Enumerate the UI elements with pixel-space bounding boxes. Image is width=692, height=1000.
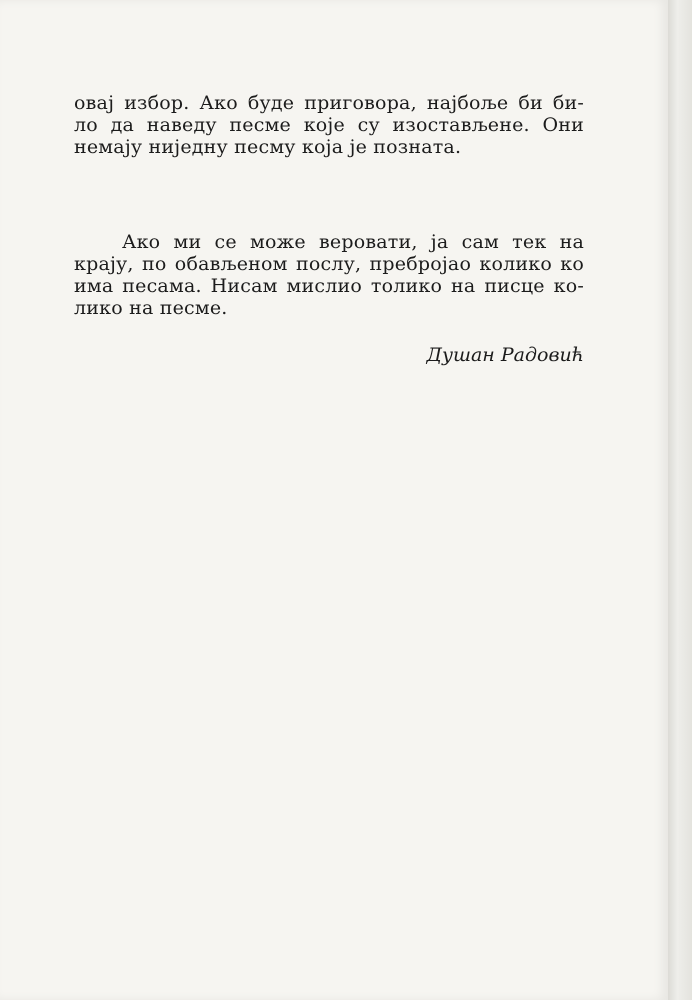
- paragraph-1-line-1: овај избор. Ако буде приговора, најбоље би би-: [74, 92, 584, 114]
- paragraph-1-line-2: ло да наведу песме које су изостављене. Они: [74, 114, 584, 136]
- author-signature: Душан Радовић: [426, 344, 584, 366]
- paragraph-2-line-3: има песама. Нисам мислио толико на писце ко-: [74, 275, 584, 297]
- paragraph-1-line-3: немају ниједну песму која је позната.: [74, 136, 462, 158]
- paragraph-2-line-2: крају, по обављеном послу, пребројао колико ко: [74, 253, 584, 275]
- paragraph-2: [74, 231, 584, 319]
- page-edge: [668, 0, 692, 1000]
- paragraph-2-line-1: Ако ми се може веровати, ја сам тек на: [122, 231, 584, 253]
- paragraph-2-line-4: лико на песме.: [74, 297, 228, 319]
- paragraph-1: [74, 92, 584, 158]
